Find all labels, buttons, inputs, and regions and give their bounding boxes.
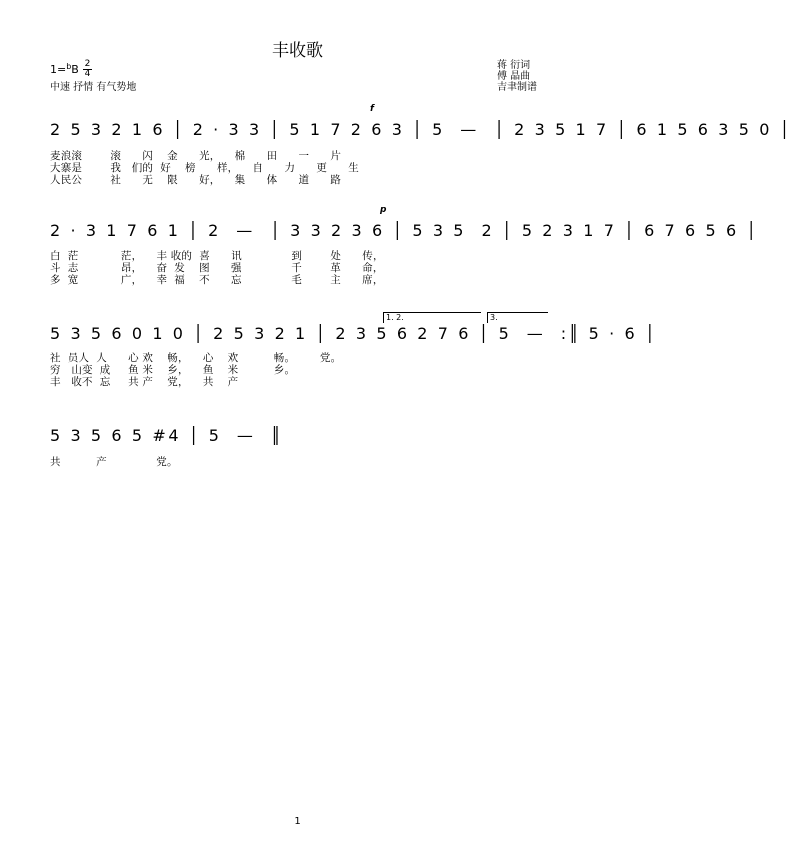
volta-third-ending: 3. — [487, 312, 548, 323]
key-note: B — [71, 63, 79, 76]
page-number: 1 — [294, 816, 301, 827]
dynamic-piano: p — [380, 205, 387, 215]
notation-row-2: 2 · 3 1 7 6 1 │ 2 — │ 3 3 2 3 6 │ 5 3 5 2 │ 5 2 3 1 7 │ 6 7 6 5 6 │ — [50, 221, 759, 240]
composer-credit: 傅 晶曲 — [497, 71, 531, 82]
lyricist-credit: 蒋 衍词 — [497, 60, 531, 71]
lyrics-row-3-verse-3: 丰 收不 忘 共 产 党， 共 产 — [50, 376, 239, 388]
key-prefix: 1= — [50, 63, 67, 76]
lyrics-row-4-verse-1: 共 产 党。 — [50, 456, 178, 468]
lyrics-row-2-verse-2: 斗 志 昂， 奋 发 图 强 千 革 命， — [50, 262, 384, 274]
time-bottom: 4 — [84, 69, 91, 79]
lyrics-row-2-verse-1: 白 茫 茫， 丰 收的 喜 讯 到 处 传， — [50, 250, 384, 262]
notation-credit: 吉聿制谱 — [497, 82, 537, 93]
lyrics-row-1-verse-3: 人民公 社 无 限 好， 集 体 道 路 — [50, 174, 342, 186]
key-signature — [50, 63, 79, 76]
time-signature — [83, 60, 92, 79]
volta-first-ending: 1. 2. — [383, 312, 481, 323]
notation-row-4: 5 3 5 6 5 #4 │ 5 — ║ — [50, 426, 284, 445]
dynamic-forte: f — [370, 104, 374, 114]
lyrics-row-3-verse-2: 穷 山变 成 鱼 米 乡， 鱼 米 乡。 — [50, 364, 296, 376]
lyrics-row-1-verse-2: 大寨是 我 们的 好 榜 样， 自 力 更 生 — [50, 162, 359, 174]
key-flat: b — [66, 62, 72, 71]
tempo-marking: 中速 抒情 有气势地 — [50, 82, 137, 93]
lyrics-row-2-verse-3: 多 宽 广， 幸 福 不 忘 毛 主 席， — [50, 274, 384, 286]
time-top: 2 — [84, 59, 91, 69]
credits — [497, 60, 545, 93]
lyrics-row-1-verse-1: 麦浪滚 滚 闪 金 光， 棉 田 一 片 — [50, 150, 342, 162]
notation-row-1: 2 5 3 2 1 6 │ 2 · 3 3 │ 5 1 7 2 6 3 │ 5 — │ 2 3 5 1 7 │ 6 1 5 6 3 5 0 │ — [50, 120, 792, 139]
notation-row-3: 5 3 5 6 0 1 0 │ 2 5 3 2 1 │ 2 3 5 6 2 7 6 │ 5 — :║ 5 · 6 │ — [50, 324, 658, 343]
song-title: 丰收歌 — [272, 41, 323, 61]
lyrics-row-3-verse-1: 社 员人 人 心 欢 畅， 心 欢 畅。 党。 — [50, 352, 342, 364]
